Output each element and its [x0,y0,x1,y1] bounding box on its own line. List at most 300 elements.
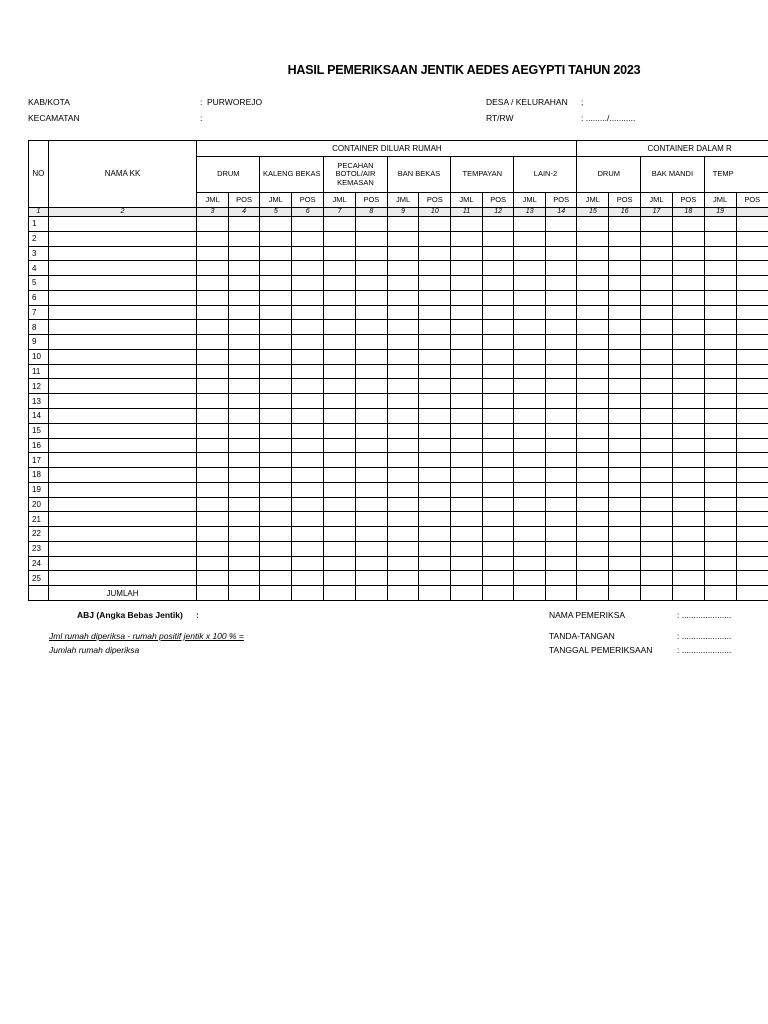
count-cell[interactable] [355,231,387,246]
count-cell[interactable] [387,556,419,571]
count-cell[interactable] [292,276,324,291]
count-cell[interactable] [355,335,387,350]
count-cell[interactable] [387,453,419,468]
count-cell[interactable] [545,394,577,409]
count-cell[interactable] [451,512,483,527]
count-cell[interactable] [260,305,292,320]
count-cell[interactable] [609,482,641,497]
count-cell[interactable] [292,231,324,246]
count-cell[interactable] [514,394,545,409]
count-cell[interactable] [704,482,736,497]
count-cell[interactable] [324,320,356,335]
count-cell[interactable] [451,468,483,483]
count-cell[interactable] [704,261,736,276]
count-cell[interactable] [197,290,228,305]
count-cell[interactable] [419,379,451,394]
count-cell[interactable] [387,571,419,586]
nama-kk-cell[interactable] [48,468,197,483]
count-cell[interactable] [577,556,609,571]
count-cell[interactable] [355,349,387,364]
count-cell[interactable] [672,468,704,483]
nama-kk-cell[interactable] [48,261,197,276]
count-cell[interactable] [641,290,673,305]
count-cell[interactable] [451,276,483,291]
count-cell[interactable] [292,541,324,556]
count-cell[interactable] [197,556,228,571]
count-cell[interactable] [355,276,387,291]
jumlah-cell[interactable] [451,586,483,601]
count-cell[interactable] [545,527,577,542]
count-cell[interactable] [577,423,609,438]
count-cell[interactable] [577,453,609,468]
count-cell[interactable] [228,512,260,527]
count-cell[interactable] [387,320,419,335]
count-cell[interactable] [704,349,736,364]
count-cell[interactable] [577,409,609,424]
count-cell[interactable] [641,512,673,527]
count-cell[interactable] [482,571,514,586]
jumlah-cell[interactable] [197,586,228,601]
count-cell[interactable] [577,305,609,320]
count-cell[interactable] [197,482,228,497]
nama-kk-cell[interactable] [48,482,197,497]
count-cell[interactable] [482,423,514,438]
count-cell[interactable] [641,394,673,409]
jumlah-cell[interactable] [704,586,736,601]
nama-kk-cell[interactable] [48,512,197,527]
count-cell[interactable] [704,541,736,556]
count-cell[interactable] [419,482,451,497]
count-cell[interactable] [577,231,609,246]
count-cell[interactable] [324,438,356,453]
count-cell[interactable] [197,497,228,512]
count-cell[interactable] [324,497,356,512]
count-cell[interactable] [577,527,609,542]
count-cell[interactable] [292,394,324,409]
count-cell[interactable] [387,364,419,379]
count-cell[interactable] [545,379,577,394]
count-cell[interactable] [228,571,260,586]
count-cell[interactable] [387,423,419,438]
count-cell[interactable] [228,261,260,276]
count-cell[interactable] [482,364,514,379]
count-cell[interactable] [609,379,641,394]
count-cell[interactable] [228,468,260,483]
count-cell[interactable] [514,497,545,512]
count-cell[interactable] [260,482,292,497]
count-cell[interactable] [641,497,673,512]
count-cell[interactable] [228,482,260,497]
count-cell[interactable] [609,217,641,232]
count-cell[interactable] [355,320,387,335]
count-cell[interactable] [704,246,736,261]
count-cell[interactable] [228,349,260,364]
count-cell[interactable] [292,305,324,320]
count-cell[interactable] [736,556,768,571]
count-cell[interactable] [355,512,387,527]
count-cell[interactable] [736,276,768,291]
count-cell[interactable] [228,438,260,453]
count-cell[interactable] [609,335,641,350]
count-cell[interactable] [197,320,228,335]
count-cell[interactable] [324,482,356,497]
count-cell[interactable] [672,276,704,291]
count-cell[interactable] [324,409,356,424]
count-cell[interactable] [355,423,387,438]
count-cell[interactable] [641,541,673,556]
count-cell[interactable] [228,246,260,261]
count-cell[interactable] [577,320,609,335]
count-cell[interactable] [355,261,387,276]
count-cell[interactable] [482,290,514,305]
count-cell[interactable] [292,335,324,350]
count-cell[interactable] [387,438,419,453]
count-cell[interactable] [324,261,356,276]
count-cell[interactable] [641,320,673,335]
count-cell[interactable] [228,497,260,512]
count-cell[interactable] [704,512,736,527]
count-cell[interactable] [292,556,324,571]
count-cell[interactable] [197,423,228,438]
count-cell[interactable] [482,379,514,394]
count-cell[interactable] [514,527,545,542]
count-cell[interactable] [197,276,228,291]
nama-kk-cell[interactable] [48,556,197,571]
count-cell[interactable] [577,497,609,512]
count-cell[interactable] [736,335,768,350]
count-cell[interactable] [451,497,483,512]
count-cell[interactable] [704,217,736,232]
count-cell[interactable] [451,246,483,261]
count-cell[interactable] [228,527,260,542]
count-cell[interactable] [387,394,419,409]
count-cell[interactable] [482,305,514,320]
count-cell[interactable] [482,394,514,409]
count-cell[interactable] [736,453,768,468]
count-cell[interactable] [387,305,419,320]
count-cell[interactable] [419,217,451,232]
count-cell[interactable] [292,438,324,453]
count-cell[interactable] [514,290,545,305]
count-cell[interactable] [577,468,609,483]
count-cell[interactable] [387,541,419,556]
count-cell[interactable] [260,320,292,335]
count-cell[interactable] [609,409,641,424]
count-cell[interactable] [324,394,356,409]
count-cell[interactable] [672,320,704,335]
count-cell[interactable] [514,571,545,586]
count-cell[interactable] [545,231,577,246]
count-cell[interactable] [514,512,545,527]
count-cell[interactable] [736,571,768,586]
count-cell[interactable] [451,290,483,305]
count-cell[interactable] [641,409,673,424]
count-cell[interactable] [197,527,228,542]
count-cell[interactable] [387,409,419,424]
count-cell[interactable] [419,541,451,556]
count-cell[interactable] [609,394,641,409]
count-cell[interactable] [736,541,768,556]
count-cell[interactable] [197,231,228,246]
count-cell[interactable] [545,571,577,586]
count-cell[interactable] [197,335,228,350]
count-cell[interactable] [545,556,577,571]
count-cell[interactable] [672,482,704,497]
count-cell[interactable] [736,217,768,232]
count-cell[interactable] [419,571,451,586]
count-cell[interactable] [324,527,356,542]
count-cell[interactable] [355,571,387,586]
count-cell[interactable] [704,453,736,468]
nama-kk-cell[interactable] [48,394,197,409]
count-cell[interactable] [419,423,451,438]
count-cell[interactable] [292,261,324,276]
count-cell[interactable] [577,394,609,409]
count-cell[interactable] [228,290,260,305]
count-cell[interactable] [704,571,736,586]
count-cell[interactable] [609,349,641,364]
count-cell[interactable] [355,497,387,512]
count-cell[interactable] [482,453,514,468]
count-cell[interactable] [736,364,768,379]
count-cell[interactable] [577,541,609,556]
count-cell[interactable] [609,571,641,586]
count-cell[interactable] [228,423,260,438]
count-cell[interactable] [609,527,641,542]
count-cell[interactable] [514,556,545,571]
count-cell[interactable] [514,335,545,350]
count-cell[interactable] [260,438,292,453]
nama-kk-cell[interactable] [48,305,197,320]
count-cell[interactable] [324,231,356,246]
count-cell[interactable] [609,305,641,320]
jumlah-cell[interactable] [672,586,704,601]
count-cell[interactable] [704,394,736,409]
count-cell[interactable] [260,335,292,350]
nama-kk-cell[interactable] [48,335,197,350]
count-cell[interactable] [736,231,768,246]
count-cell[interactable] [419,320,451,335]
count-cell[interactable] [641,453,673,468]
jumlah-cell[interactable] [228,586,260,601]
count-cell[interactable] [292,290,324,305]
count-cell[interactable] [451,217,483,232]
count-cell[interactable] [577,349,609,364]
count-cell[interactable] [641,527,673,542]
count-cell[interactable] [577,571,609,586]
count-cell[interactable] [672,364,704,379]
count-cell[interactable] [387,335,419,350]
count-cell[interactable] [609,541,641,556]
count-cell[interactable] [419,438,451,453]
count-cell[interactable] [451,305,483,320]
count-cell[interactable] [197,571,228,586]
count-cell[interactable] [545,335,577,350]
count-cell[interactable] [324,217,356,232]
count-cell[interactable] [419,276,451,291]
count-cell[interactable] [419,349,451,364]
count-cell[interactable] [672,305,704,320]
nama-kk-cell[interactable] [48,541,197,556]
count-cell[interactable] [641,261,673,276]
count-cell[interactable] [736,438,768,453]
count-cell[interactable] [387,217,419,232]
count-cell[interactable] [324,246,356,261]
count-cell[interactable] [514,246,545,261]
count-cell[interactable] [672,261,704,276]
count-cell[interactable] [387,276,419,291]
count-cell[interactable] [482,527,514,542]
count-cell[interactable] [292,320,324,335]
count-cell[interactable] [609,364,641,379]
count-cell[interactable] [197,541,228,556]
count-cell[interactable] [482,556,514,571]
count-cell[interactable] [197,246,228,261]
count-cell[interactable] [228,541,260,556]
nama-kk-cell[interactable] [48,438,197,453]
count-cell[interactable] [577,290,609,305]
count-cell[interactable] [228,320,260,335]
count-cell[interactable] [292,409,324,424]
count-cell[interactable] [736,527,768,542]
count-cell[interactable] [228,276,260,291]
count-cell[interactable] [704,305,736,320]
jumlah-cell[interactable] [482,586,514,601]
count-cell[interactable] [704,364,736,379]
count-cell[interactable] [419,231,451,246]
count-cell[interactable] [736,290,768,305]
count-cell[interactable] [387,349,419,364]
count-cell[interactable] [292,379,324,394]
count-cell[interactable] [672,423,704,438]
count-cell[interactable] [451,438,483,453]
count-cell[interactable] [260,231,292,246]
count-cell[interactable] [672,394,704,409]
count-cell[interactable] [197,261,228,276]
count-cell[interactable] [672,527,704,542]
count-cell[interactable] [704,276,736,291]
count-cell[interactable] [545,409,577,424]
count-cell[interactable] [641,231,673,246]
count-cell[interactable] [545,512,577,527]
count-cell[interactable] [324,541,356,556]
count-cell[interactable] [609,320,641,335]
count-cell[interactable] [228,364,260,379]
count-cell[interactable] [736,305,768,320]
count-cell[interactable] [451,556,483,571]
count-cell[interactable] [292,468,324,483]
count-cell[interactable] [672,512,704,527]
nama-kk-cell[interactable] [48,364,197,379]
count-cell[interactable] [260,512,292,527]
count-cell[interactable] [355,453,387,468]
count-cell[interactable] [451,527,483,542]
count-cell[interactable] [260,217,292,232]
count-cell[interactable] [228,231,260,246]
count-cell[interactable] [577,512,609,527]
count-cell[interactable] [228,335,260,350]
count-cell[interactable] [387,261,419,276]
count-cell[interactable] [577,482,609,497]
count-cell[interactable] [545,320,577,335]
count-cell[interactable] [545,468,577,483]
count-cell[interactable] [324,364,356,379]
count-cell[interactable] [641,217,673,232]
count-cell[interactable] [451,379,483,394]
count-cell[interactable] [260,276,292,291]
count-cell[interactable] [292,497,324,512]
count-cell[interactable] [292,482,324,497]
nama-kk-cell[interactable] [48,320,197,335]
count-cell[interactable] [545,423,577,438]
count-cell[interactable] [197,512,228,527]
count-cell[interactable] [228,556,260,571]
count-cell[interactable] [355,290,387,305]
count-cell[interactable] [704,497,736,512]
count-cell[interactable] [197,305,228,320]
count-cell[interactable] [419,556,451,571]
count-cell[interactable] [609,512,641,527]
count-cell[interactable] [482,482,514,497]
count-cell[interactable] [260,409,292,424]
count-cell[interactable] [672,453,704,468]
count-cell[interactable] [545,305,577,320]
nama-kk-cell[interactable] [48,571,197,586]
count-cell[interactable] [736,512,768,527]
count-cell[interactable] [260,571,292,586]
count-cell[interactable] [292,246,324,261]
count-cell[interactable] [482,409,514,424]
count-cell[interactable] [641,335,673,350]
count-cell[interactable] [514,320,545,335]
count-cell[interactable] [704,556,736,571]
count-cell[interactable] [197,468,228,483]
count-cell[interactable] [451,349,483,364]
nama-kk-cell[interactable] [48,290,197,305]
count-cell[interactable] [228,217,260,232]
count-cell[interactable] [355,217,387,232]
count-cell[interactable] [545,290,577,305]
count-cell[interactable] [482,349,514,364]
count-cell[interactable] [355,246,387,261]
count-cell[interactable] [577,379,609,394]
count-cell[interactable] [514,261,545,276]
count-cell[interactable] [451,541,483,556]
count-cell[interactable] [387,246,419,261]
count-cell[interactable] [451,335,483,350]
count-cell[interactable] [324,556,356,571]
count-cell[interactable] [260,497,292,512]
jumlah-cell[interactable] [545,586,577,601]
count-cell[interactable] [292,349,324,364]
count-cell[interactable] [545,497,577,512]
count-cell[interactable] [736,394,768,409]
count-cell[interactable] [514,453,545,468]
jumlah-cell[interactable] [419,586,451,601]
count-cell[interactable] [355,556,387,571]
count-cell[interactable] [228,379,260,394]
count-cell[interactable] [260,541,292,556]
count-cell[interactable] [197,217,228,232]
count-cell[interactable] [355,482,387,497]
count-cell[interactable] [324,290,356,305]
count-cell[interactable] [482,468,514,483]
count-cell[interactable] [672,541,704,556]
count-cell[interactable] [514,468,545,483]
count-cell[interactable] [324,276,356,291]
count-cell[interactable] [545,438,577,453]
count-cell[interactable] [355,438,387,453]
